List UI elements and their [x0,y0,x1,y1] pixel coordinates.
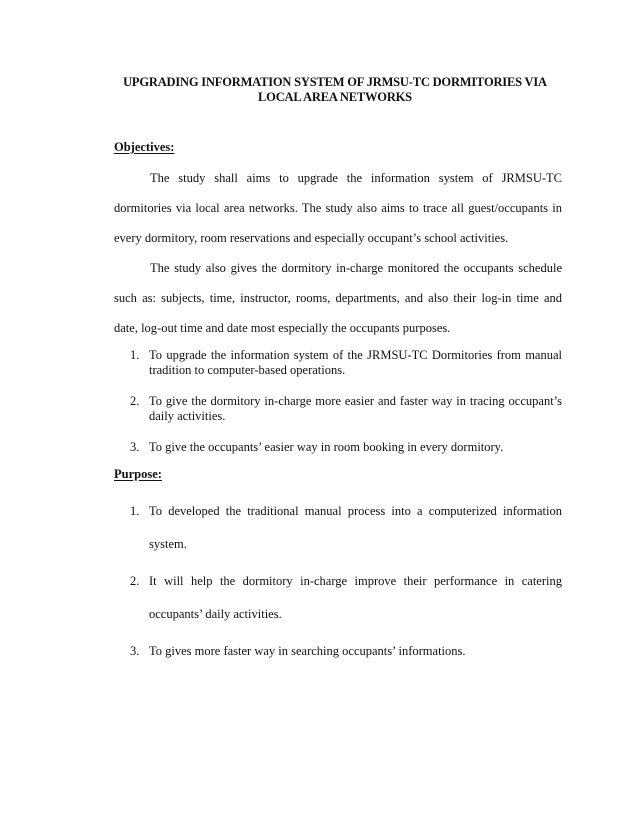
purpose-list [130,495,562,672]
purpose-heading: Purpose: [114,467,162,481]
objectives-heading: Objectives: [114,140,175,154]
list-item: 1. To upgrade the information system of the JRMSU-TC Dormitories from manual tradition to computer-based operations. [130,348,562,377]
list-item: 2. To give the dormitory in-charge more easier and faster way in tracing occupant’s daily activities. [130,394,562,423]
objectives-list [130,348,562,471]
list-item: 2. It will help the dormitory in-charge improve their performance in catering occupants’ daily activities. [130,574,562,621]
objectives-paragraph-2: The study also gives the dormitory in-charge monitored the occupants schedule such as: subjects, time, instructor, rooms, departments, and also their log-in time and date, log-out time and date most especially the occupants purposes. [114,261,562,335]
list-item: 1. To developed the traditional manual process into a computerized information system. [130,504,562,551]
list-item: 3. To give the occupants’ easier way in room booking in every dormitory. [130,440,504,454]
document-title: UPGRADING INFORMATION SYSTEM OF JRMSU-TC DORMITORIES VIA LOCAL AREA NETWORKS [123,75,547,104]
list-item: 3. To gives more faster way in searching occupants’ informations. [130,644,466,658]
objectives-paragraph-1: The study shall aims to upgrade the information system of JRMSU-TC dormitories via local area networks. The study also aims to trace all guest/occupants in every dormitory, room reservations and especially occupant’s school activities. [114,171,562,245]
